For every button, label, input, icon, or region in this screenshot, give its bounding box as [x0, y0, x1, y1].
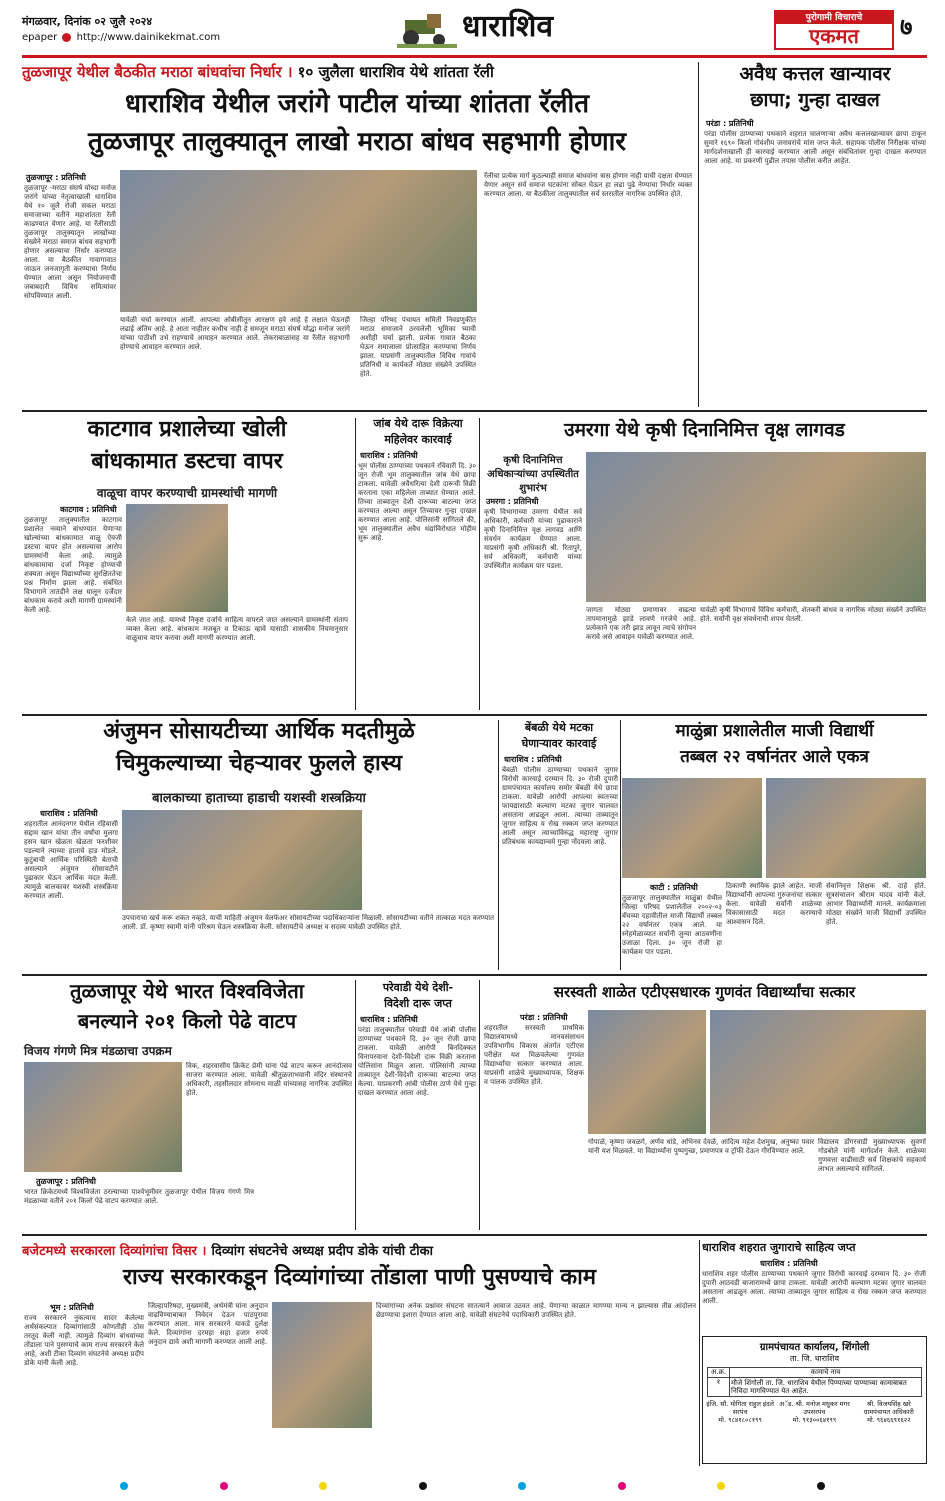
- umarga-caption: कृषी दिनानिमित्त अधिकाऱ्यांच्या उपस्थितीत शुभारंभ: [487, 455, 579, 494]
- saraswati-body-3: विद्यालय डोंगरवाडी मुख्याध्यापक सुवर्णा गोडबोले यांनी मार्गदर्शन केले. शाळेच्या गुणवत्ता वाढीसाठी सर्व शिक्षकांचे सहकार्य लाभत असल्याचे सांगितले.: [818, 1138, 926, 1173]
- brand-box: [774, 10, 894, 50]
- bembli-headline-2: घेणाऱ्यावर कारवाई: [521, 737, 597, 750]
- budget-kicker-red: बजेटमध्ये सरकारला दिव्यांगांचा विसर ।: [22, 1244, 207, 1259]
- lead-kicker-red: तुळजापूर येथील बैठकीत मराठा बांधवांचा निर्धार ।: [22, 63, 293, 81]
- budget-kicker: [22, 1240, 697, 1264]
- registration-dot: [817, 1482, 825, 1490]
- notice-col-no: अ.क्र.: [708, 1368, 730, 1377]
- budget-byline: भूम : प्रतिनिधी: [50, 1303, 94, 1312]
- sarpanch-name: इंजि. सौ. योगिता राहुल इंदले: [706, 1400, 774, 1408]
- anjuman-subhead: बालकाच्या हाताच्या हाडाची यशस्वी शस्त्रक्रिया: [152, 791, 366, 806]
- notice-table: [707, 1367, 922, 1397]
- masthead-rule: [22, 55, 927, 58]
- jamb-byline: धाराशिव : प्रतिनिधी: [360, 451, 418, 460]
- lead-headline-1: धाराशिव येथील जरांगे पाटील यांच्या शांतता रॅलीत: [124, 89, 590, 119]
- epaper-link[interactable]: [22, 32, 220, 43]
- budget-kicker-text: दिव्यांग संघटनेचे अध्यक्ष प्रदीप डोके यांची टीका: [211, 1244, 433, 1259]
- budget-photo: [272, 1302, 372, 1428]
- jamb-headline-1: जांब येथे दारू विक्रेत्या: [373, 417, 463, 430]
- site-url: http://www.dainikekmat.com: [76, 32, 221, 43]
- side1-byline: परंडा : प्रतिनिधी: [706, 119, 754, 128]
- tuljapur-headline-2: बनल्याने २०१ किलो पेढे वाटप: [77, 1009, 297, 1033]
- budget-body: राज्य सरकारने नुकत्याच सादर केलेल्या अर्थसंकल्पात दिव्यांगांसाठी कोणतीही ठोस तरतूद केली नाही. त्यामुळे दिव्यांग बांधवांच्या तोंडाला पाने पुसण्याचे काम राज्य सरकारने केले आहे, अशी टीका दिव्यांग संघटनेचे अध्यक्ष प्रदीप डोके यांनी केली आहे.: [24, 1314, 144, 1367]
- upsarpanch-name: अॅड. श्री. मनोज मधुकर मगर: [779, 1400, 850, 1408]
- katgaon-body-2: केले जात आहे. यामध्ये निकृष्ट दर्जाचे साहित्य वापरले जात असल्याने ग्रामस्थांनी संताप व्यक्त केला आहे. बांधकाम मजबूत व टिकाऊ व्हावे यासाठी शासकीय नियमानुसार वाळूचाच वापर करावा अशी मागणी करण्यात आली.: [126, 616, 348, 642]
- katgaon-photo: [126, 504, 228, 612]
- registration-dot: [618, 1482, 626, 1490]
- umarga-headline: उमरगा येथे कृषी दिनानिमित्त वृक्ष लागवड: [564, 419, 845, 441]
- anjuman-byline: धाराशिव : प्रतिनिधी: [40, 809, 98, 818]
- section-title: धाराशिव: [462, 9, 554, 44]
- anjuman-headline-2: चिमुकल्याच्या चेहऱ्यावर फुलले हास्य: [115, 751, 402, 776]
- lead-headline-2: तुळजापूर तालुक्यातून लाखो मराठा बांधव सहभागी होणार: [87, 127, 627, 157]
- globe-icon: [62, 33, 71, 42]
- lead-body-col1: तुळजापूर -मराठा संघर्ष योध्दा मनोज जरांगे यांच्या नेतृत्वाखाली धाराशिव येथे १० जुलै रोजी सकल मराठा समाजाच्या वतीने महाशांतता रॅली काढण्यात येणार आहे. या रॅलीसाठी तुळजापूर तालुक्यातून लाखोंच्या संख्येने मराठा समाज बांधव सहभागी होणार असल्याचा निर्धार करण्यात आला. या बैठकीत गावागावात जाऊन जनजागृती करण्याचा निर्णय घेण्यात आला असून नियोजनाची जबाबदारी विविध समित्यांवर सोपविण्यात आली.: [24, 184, 116, 300]
- anjuman-headline-1: अंजुमन सोसायटीच्या आर्थिक मदतीमुळे: [103, 719, 415, 744]
- saraswati-photo-1: [588, 1010, 706, 1134]
- section-rule-1: [22, 410, 927, 412]
- bembli-body: बेंबळी पोलीस ठाण्याच्या पथकाने जुगार विरोधी कारवाई दरम्यान दि. ३० रोजी दुपारी ग्रामपंचायत कार्यालय समोर बेंबळी येथे छापा टाकला. यावेळी आरोपी आपल्या स्वतःच्या फायद्यासाठी कल्याण मटका जुगार चालवत असताना आढळून आला. त्याच्या ताब्यातून जुगार साहित्य व रोख रक्कम जप्त करण्यात आली असून त्याच्याविरुद्ध महाराष्ट्र जुगार प्रतिबंधक कायद्यान्वये गुन्हा नोंदवला आहे.: [502, 766, 618, 846]
- malumbra-body-3: सेवानिवृत्त शिक्षक श्री. दाहे होते. सूत्रसंचालन श्रीराम यादव यांनी केले. आभार विद्यार्थ्यांनी मानले. कार्यक्रमाला मोठ्या संख्येने माजी विद्यार्थी उपस्थित होते.: [826, 882, 926, 926]
- lead-byline: तुळजापूर : प्रतिनिधी: [26, 173, 86, 182]
- tuljapur-subhead: विजय गंगणे मित्र मंडळाचा उपक्रम: [24, 1044, 172, 1058]
- saraswati-body: शहरातील सरस्वती प्राथमिक विद्यालयामध्ये मानवसंसाधन उपविभागीय विकास अंतर्गत एटीएस परीक्षेत यश मिळवलेल्या गुणवंत विद्यार्थ्यांचा सत्कार करण्यात आला. याप्रसंगी शाळेचे मुख्याध्यापक, शिक्षक व पालक उपस्थित होते.: [484, 1024, 584, 1086]
- column-divider: [620, 720, 621, 970]
- gram-panchayat-notice: [702, 1336, 927, 1464]
- registration-dot: [518, 1482, 526, 1490]
- malumbra-body-2: ठिकाणी स्थायिक झाले आहेत. माजी विद्यार्थ्यांनी आपल्या गुरुजनांचा सत्कार केला. यावेळी सर्वांनी शाळेच्या विकासासाठी मदत करण्याचे आश्वासन दिले.: [726, 882, 822, 926]
- jugar-byline: धाराशिव : प्रतिनिधी: [760, 1259, 818, 1268]
- saraswati-headline: सरस्वती शाळेत एटीएसधारक गुणवंत विद्यार्थ्यांचा सत्कार: [553, 983, 856, 1001]
- brand-tagline: पुरोगामी विचाराचे: [776, 12, 892, 24]
- sarpanch-role: सरपंच: [732, 1408, 748, 1416]
- registration-dot: [120, 1482, 128, 1490]
- registration-dot: [419, 1482, 427, 1490]
- column-divider: [479, 418, 480, 710]
- section-rule-2: [22, 714, 927, 716]
- umarga-body: कृषी विभागाच्या उमरगा येथील सर्व अधिकारी, कर्मचारी यांच्या पुढाकाराने कृषी दिनानिमित्त वृक्ष लागवड आणि संवर्धन कार्यक्रम घेण्यात आला. याप्रसंगी कृषी अधिकारी श्री. रितापुरे, सर्व अधिकारी, कर्मचारी यांच्या उपस्थितीत कार्यक्रम पार पडला.: [484, 508, 582, 570]
- lead-photo: [120, 170, 477, 312]
- bembli-headline-1: बेंबळी येथे मटका: [524, 721, 594, 734]
- malumbra-headline-1: माळुंब्रा प्रशालेतील माजी विद्यार्थी: [675, 721, 874, 741]
- malumbra-photo-2: [766, 778, 926, 878]
- saraswati-byline: परंडा : प्रतिनिधी: [520, 1013, 568, 1022]
- officer-name: श्री. विजयसिंह खरे: [866, 1400, 911, 1408]
- parewadi-headline-2: विदेशी दारू जप्त: [384, 997, 452, 1010]
- officer-role: ग्रामपंचायत अधिकारी: [863, 1408, 914, 1416]
- katgaon-headline-2: बांधकामात डस्टचा वापर: [91, 449, 283, 474]
- tractor-illustration: [397, 10, 457, 48]
- umarga-body-2: जागता मोठ्या प्रमाणावर वाढत्या तापमानामुळे झाडे लावणे गरजेचे आहे. प्रत्येकाने एक तरी झाड लावून त्याचे संगोपन करावे असे आवाहन यावेळी करण्यात आले.: [586, 606, 696, 641]
- officer-phone: मो. ९६४६६९१६२२: [867, 1416, 911, 1424]
- parewadi-headline-1: परेवाडी येथे देशी-: [382, 981, 454, 994]
- registration-dot: [319, 1482, 327, 1490]
- upsarpanch-role: उपसरपंच: [803, 1408, 826, 1416]
- jamb-body: भूम पोलीस ठाण्याच्या पथकाने रविवारी दि. ३० जून रोजी भूम तालुक्यातील जांब येथे छापा टाकला. यावेळी अवैधरित्या देशी दारूची विक्री करताना एका महिलेला ताब्यात घेण्यात आले. तिच्या ताब्यातून देशी दारूच्या बाटल्या जप्त करण्यात आल्या असून तिच्यावर गुन्हा दाखल करण्यात आला आहे. पोलिसांनी सांगितले की, भूम तालुक्यातील अवैध धंद्यांविरोधात मोहीम सुरू आहे.: [358, 462, 476, 542]
- column-divider: [699, 1240, 700, 1466]
- anjuman-photo: [122, 810, 362, 910]
- saraswati-body-2: गोपाळे, कृष्णा जवळगे, अर्णव धांडे, अभिनव देवळे, आदित्य महेश देशमुख, अनुष्का पवार यांनी यश मिळवले. या विद्यार्थ्यांना पुष्पगुच्छ, प्रमाणपत्र व ट्रॉफी देऊन गौरविण्यात आले.: [588, 1138, 814, 1155]
- signatory-upsarpanch: [777, 1400, 851, 1424]
- budget-headline: राज्य सरकारकडून दिव्यांगांच्या तोंडाला पाणी पुसण्याचे काम: [122, 1265, 597, 1290]
- budget-body-2: जिल्हापरिषदा, मुख्यमंत्री, अर्थमंत्री यांना अनुदान वाढविण्याबाबत निवेदन देऊन पाठपुरावा करण्यात आला. मात्र सरकारने याकडे दुर्लक्ष केले. दिव्यांगांना दरमहा सहा हजार रुपये अनुदान द्यावे अशी मागणी करण्यात आली आहे.: [148, 1302, 268, 1346]
- tuljapur-body: भारत क्रिकेटमध्ये विश्वविजेता ठरल्याच्या पार्श्वभूमीवर तुळजापूर येथील विजय गंगणे मित्र मंडळाच्या वतीने २०१ किलो पेढे वाटप करण्यात आले.: [24, 1188, 254, 1205]
- signatory-sarpanch: [703, 1400, 777, 1424]
- tuljapur-byline: तुळजापूर : प्रतिनिधी: [36, 1177, 96, 1186]
- tuljapur-body-2: विक, शहरवासीय क्रिकेट प्रेमी यांना पेढे वाटप करून आनंदोत्सव साजरा करण्यात आला. यावेळी श्रीतुळजाभवानी मंदिर संस्थानचे अधिकारी, तहसीलदार सोमनाथ माळी यांच्यासह नागरिक उपस्थित होते.: [186, 1062, 352, 1097]
- parewadi-body: परंडा तालुक्यातील परेवाडी येथे आंबी पोलीस ठाण्याच्या पथकाने दि. ३० जून रोजी छापा टाकला. यावेळी आरोपी बिनदिक्कत विनापरवाना देशी-विदेशी दारू विक्री करताना पोलिसांना मिळून आला. पोलिसांनी त्याच्या ताब्यातून देशी-विदेशी दारूच्या बाटल्या जप्त केल्या. याप्रकरणी आंबी पोलीस ठाणे येथे गुन्हा दाखल करण्यात आला आहे.: [358, 1026, 476, 1097]
- umarga-body-3: यावेळी कृषी विभागाचे विविध कर्मचारी, शेतकरी बांधव व नागरिक मोठ्या संख्येने उपस्थित होते. सर्वांनी वृक्ष संवर्धनाची शपथ घेतली.: [700, 606, 926, 623]
- saraswati-photo-2: [710, 1010, 926, 1134]
- bembli-byline: धाराशिव : प्रतिनिधी: [504, 755, 562, 764]
- anjuman-body-2: उपचाराचा खर्च करू शकत नव्हते. याची माहिती अंजुमन वेलफेअर सोसायटीच्या पदाधिकाऱ्यांना मिळाली. सोसायटीच्या वतीने तात्काळ मदत करण्यात आली. डॉ. कृष्णा स्वामी यांनी परिश्रम घेऊन शस्त्रक्रिया केली. सोसायटीचे अध्यक्ष व सदस्य यावेळी उपस्थित होते.: [122, 914, 494, 931]
- notice-row-text: मौजे शिंगोली ता. जि. धाराशिव येथील पिण्याच्या पाण्याच्या कामाबाबत निविदा मागविण्यात येत आहेत.: [731, 1379, 907, 1395]
- side1-headline-2: छापा; गुन्हा दाखल: [750, 89, 880, 111]
- umarga-byline: उमरगा : प्रतिनिधी: [486, 497, 539, 506]
- tuljapur-photo: [24, 1062, 182, 1172]
- umarga-photo: [586, 452, 926, 602]
- malumbra-byline: काटी : प्रतिनिधी: [650, 883, 698, 892]
- jugar-headline: धाराशिव शहरात जुगाराचे साहित्य जप्त: [702, 1241, 856, 1254]
- lead-body-col4: रॅलीचा प्रत्येक मार्ग कुठल्याही समाज बांधवांना त्रास होणार नाही याची दक्षता घेण्यात येणार असून सर्व समाज घटकांना सोबत घेऊन हा लढा पुढे नेण्याचा निर्धार व्यक्त करण्यात आला. या बैठकीला तालुक्यातील सर्व स्तरातील नागरिक उपस्थित होते.: [484, 172, 692, 198]
- katgaon-body: तुळजापूर तालुक्यातील काटगाव प्रशालेत नव्याने बांधण्यात येणाऱ्या खोल्यांच्या बांधकामात वाळू ऐवजी डस्टचा वापर होत असल्याचा आरोप ग्रामस्थांनी केला आहे. त्यामुळे बांधकामाचा दर्जा निकृष्ट होण्याची शक्यता असून विद्यार्थ्यांच्या सुरक्षिततेचा प्रश्न निर्माण झाला आहे. संबंधित विभागाने तातडीने लक्ष घालून दर्जेदार बांधकाम करावे अशी मागणी ग्रामस्थांनी केली आहे.: [24, 516, 122, 614]
- signatory-officer: [852, 1400, 926, 1424]
- katgaon-headline-1: काटगाव प्रशालेच्या खोली: [87, 417, 287, 442]
- lead-kicker-text: १० जुलैला धाराशिव येथे शांतता रॅली: [297, 63, 494, 81]
- brand-logo: एकमत: [809, 24, 859, 48]
- side1-headline-1: अवैध कत्तल खान्यावर: [739, 63, 891, 85]
- notice-signatures: [703, 1400, 926, 1424]
- registration-dot: [220, 1482, 228, 1490]
- lead-body-col3: जिल्हा परिषद पंचायत समिती निवडणुकीत मराठा समाजाने ठरवलेली भूमिका घ्यावी अशीही चर्चा झाली. प्रत्येक गावात बैठका घेऊन समाजाला प्रोत्साहित करण्याचा निर्णय झाला. याप्रसंगी तालुक्यातील विविध गावांचे प्रतिनिधी व कार्यकर्ते मोठ्या संख्येने उपस्थित होते.: [360, 316, 476, 378]
- section-rule-3: [22, 974, 927, 976]
- column-divider: [355, 418, 356, 710]
- malumbra-headline-2: तब्बल २२ वर्षानंतर आले एकत्र: [680, 747, 869, 767]
- sarpanch-phone: मो. ९८४१८०८१९९: [718, 1416, 762, 1424]
- budget-body-3: दिव्यांगांच्या अनेक प्रश्नांवर संघटना सातत्याने आवाज उठवत आहे. येणाऱ्या काळात मागण्या मान्य न झाल्यास तीव्र आंदोलन छेडण्याचा इशारा देण्यात आला आहे. यावेळी संघटनेचे पदाधिकारी उपस्थित होते.: [376, 1302, 696, 1319]
- jamb-headline-2: महिलेवर कारवाई: [384, 433, 452, 446]
- malumbra-photo-1: [622, 778, 762, 878]
- column-divider: [479, 980, 480, 1230]
- column-divider: [498, 720, 499, 970]
- section-rule-4: [22, 1234, 927, 1236]
- katgaon-byline: काटगाव : प्रतिनिधी: [60, 505, 117, 514]
- side1-body: परंडा पोलीस ठाण्याच्या पथकाने शहरात चालणाऱ्या अवैध कत्तलखान्यावर छापा टाकून सुमारे १६९० किलो गोवंशीय जनावरांचे मांस जप्त केले. सहायक पोलीस निरीक्षक यांच्या मार्गदर्शनाखाली ही कारवाई करण्यात आली असून संबंधितांवर गुन्हा दाखल करण्यात आला आहे. या प्रकरणी पुढील तपास पोलीस करीत आहेत.: [704, 130, 926, 165]
- notice-title: ग्रामपंचायत कार्यालय, शिंगोली: [759, 1342, 870, 1353]
- upsarpanch-phone: मो. ९१३००६४१९९: [792, 1416, 837, 1424]
- notice-col-work: कामाचे नाव: [810, 1368, 841, 1376]
- katgaon-subhead: वाळूचा वापर करण्याची ग्रामस्थांची मागणी: [96, 486, 278, 500]
- notice-subtitle: ता. जि. धाराशिव: [789, 1354, 840, 1363]
- masthead: [22, 10, 927, 50]
- anjuman-body: शहरातील आनंदनगर येथील रहिवासी सद्दाम खान यांचा तीन वर्षांचा मुलगा हसन खान खेळता खेळता फरशीवर पडल्याने त्याच्या हाताचे हाड मोडले. कुटुंबाची आर्थिक परिस्थिती बेताची असल्याने अंजुमन सोसायटीने पुढाकार घेऊन आर्थिक मदत केली. त्यामुळे बालकावर यशस्वी शस्त्रक्रिया करण्यात आली.: [24, 820, 118, 900]
- lead-kicker: [22, 62, 692, 86]
- notice-row-no: १: [708, 1378, 730, 1396]
- column-divider: [355, 980, 356, 1230]
- registration-marks: [120, 1482, 825, 1492]
- epaper-label: epaper: [22, 32, 58, 43]
- jugar-body: धाराशिव शहर पोलीस ठाण्याच्या पथकाने जुगार विरोधी कारवाई दरम्यान दि. ३० रोजी दुपारी आठवडी बाजारामध्ये छापा टाकला. यावेळी आरोपी कल्याण मटका जुगार चालवत असताना आढळून आला. त्याच्या ताब्यातून जुगार साहित्य व रोख रक्कम जप्त करण्यात आली.: [702, 1270, 926, 1305]
- page-number: ७: [900, 13, 913, 41]
- malumbra-body: तुळजापूर तालुक्यातील माळुंब्रा येथील जिल्हा परिषद प्रशालेतील २००२-०३ बॅचच्या दहावीतील माजी विद्यार्थी तब्बल २२ वर्षानंतर एकत्र आले. या स्नेहमेळाव्यात सर्वांनी जुन्या आठवणींना उजाळा दिला. ३० जून रोजी हा कार्यक्रम पार पडला.: [622, 894, 722, 956]
- tuljapur-headline-1: तुळजापूर येथे भारत विश्वविजेता: [70, 979, 304, 1003]
- issue-date: मंगळवार, दिनांक ०२ जुलै २०२४: [22, 15, 153, 28]
- parewadi-byline: धाराशिव : प्रतिनिधी: [360, 1015, 418, 1024]
- registration-dot: [717, 1482, 725, 1490]
- column-divider: [698, 62, 699, 407]
- lead-body-col2: यावेळी चर्चा करण्यात आली. आपल्या ओबीसीतून आरक्षण हवे आहे हे लक्षात घेऊनही लढाई अंतिम आहे. हे आता नाहीतर कधीच नाही हे समजून मराठा संघर्ष योद्धा मनोज जरांगे यांच्या पाठीशी उभे राहण्याचे आवाहन करण्यात आले. लेकराबाळासह या रॅलीत सहभागी होण्याचे आवाहन करण्यात आले.: [120, 316, 350, 351]
